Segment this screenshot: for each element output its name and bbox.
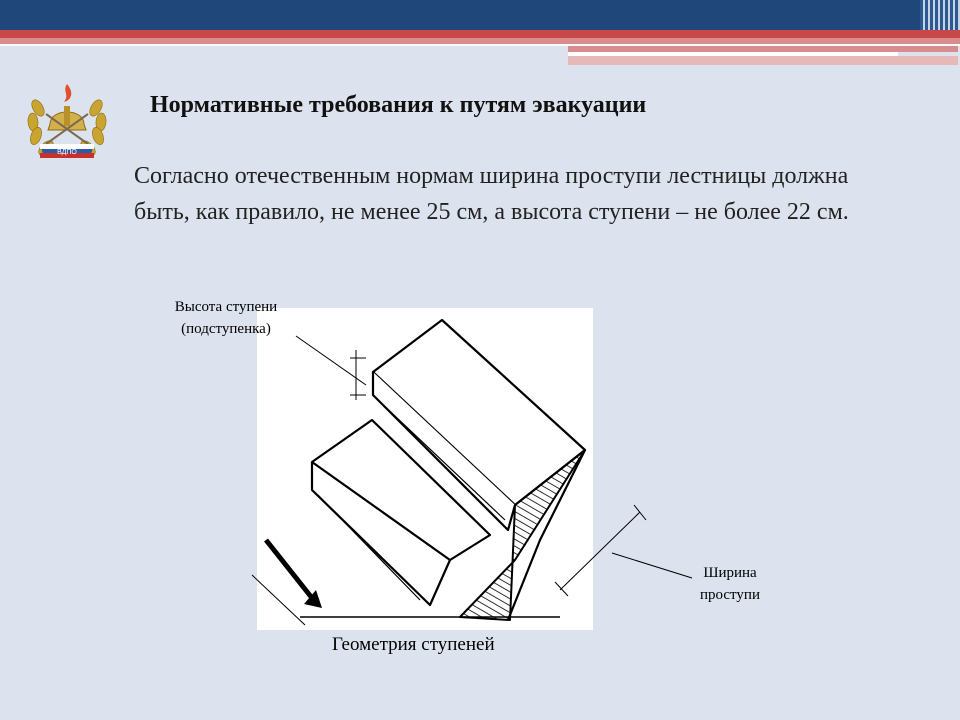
- riser-height-label: [156, 296, 296, 340]
- body-line-1: Согласно отечественным нормам ширина проступи лестницы должна: [134, 163, 849, 189]
- body-line-2: быть, как правило, не менее 25 см, а высота ступени – не более 22 см.: [134, 199, 849, 225]
- riser-label-line-2: (подступенка): [181, 321, 271, 337]
- tread-label-line-2: проступи: [700, 587, 760, 603]
- tread-label-line-1: Ширина: [703, 565, 757, 581]
- riser-label-line-1: Высота ступени: [174, 299, 278, 315]
- slide-title: Нормативные требования к путям эвакуации: [150, 92, 647, 118]
- figure-caption: Геометрия ступеней: [332, 634, 495, 655]
- tread-width-label: [680, 562, 780, 606]
- svg-text:ВДПО: ВДПО: [57, 149, 77, 156]
